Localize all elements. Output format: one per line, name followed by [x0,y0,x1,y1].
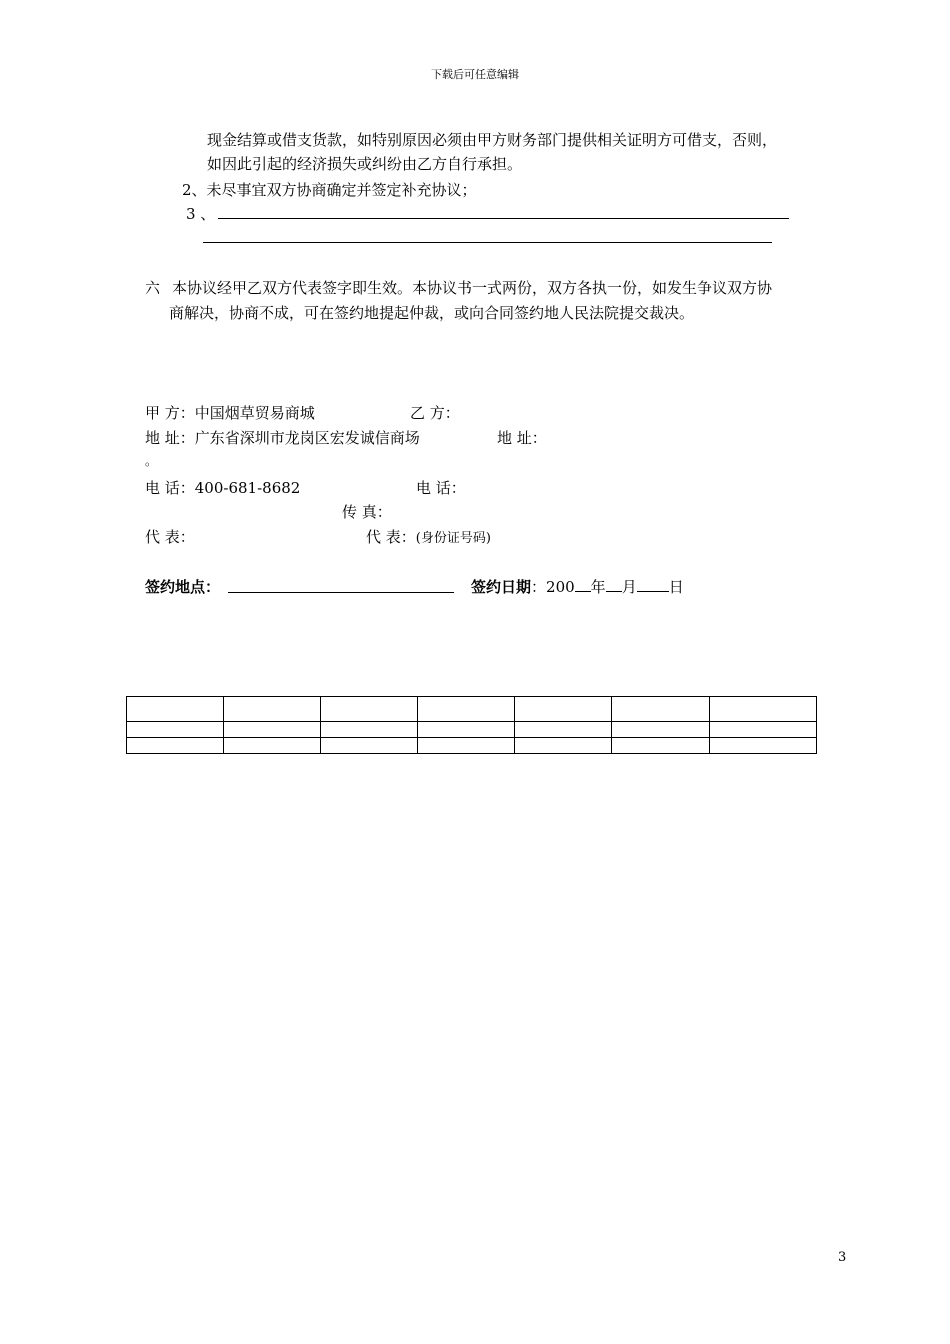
party-a-name: 甲 方：中国烟草贸易商城 [145,404,315,422]
table-cell [418,697,515,722]
signing-place-label: 签约地点： [145,578,221,596]
table-cell [515,738,612,754]
table-cell [321,697,418,722]
party-a-phone: 电 话：400-681-8682 [145,479,301,497]
table-cell [612,697,710,722]
table-cell [224,738,321,754]
table-cell [418,722,515,738]
clause-continuation-line-2: 如因此引起的经济损失或纠纷由乙方自行承担。 [207,155,523,173]
month-blank [606,577,622,592]
clause-six-line-1: 本协议经甲乙双方代表签字即生效。本协议书一式两份，双方各执一份，如发生争议双方协 [172,279,773,297]
party-a-address: 地 址：广东省深圳市龙岗区宏发诚信商场 [145,429,420,447]
page-header: 下载后可任意编辑 [431,68,519,81]
party-b-representative [366,526,491,547]
party-b-name: 乙 方： [410,404,460,422]
table-cell [127,738,224,754]
table-cell [321,738,418,754]
party-a-representative: 代 表： [145,528,195,546]
address-period: 。 [145,454,158,468]
clause-item-3-blank-line [218,218,789,219]
signing-date-label: 签约日期 [471,578,532,596]
clause-item-3-number: 3 、 [186,205,216,223]
clause-continuation-line-1: 现金结算或借支货款，如特别原因必须由甲方财务部门提供相关证明方可借支，否则， [207,131,778,149]
clause-item-2: 2、未尽事宜双方协商确定并签定补充协议； [182,181,477,199]
table-cell [710,738,817,754]
signing-date-year-prefix: 200 [546,578,575,596]
table-cell [224,697,321,722]
table-cell [224,722,321,738]
signing-date [471,576,684,597]
clause-six-number: 六 [145,279,161,297]
signing-date-year: 年 [590,578,606,596]
table-cell [612,722,710,738]
clause-item-3-blank-line-2 [203,242,772,243]
id-number-note: (身份证号码) [415,531,491,546]
fax-label: 传 真： [342,503,392,521]
page-number: 3 [838,1250,847,1265]
party-b-phone: 电 话： [416,479,466,497]
table-cell [612,738,710,754]
table-cell [710,722,817,738]
table-cell [515,722,612,738]
table-cell [710,697,817,722]
party-b-representative-label: 代 表： [366,528,416,546]
table-row [127,722,817,738]
table-cell [418,738,515,754]
signing-date-day: 日 [668,578,684,596]
blank-table [126,696,817,754]
party-b-address: 地 址： [497,429,547,447]
table-cell [515,697,612,722]
table-cell [321,722,418,738]
table-cell [127,697,224,722]
day-blank [637,577,669,592]
table-row [127,738,817,754]
signing-date-colon: ： [531,578,547,596]
year-blank [575,577,591,592]
table-row [127,697,817,722]
clause-six-line-2: 商解决，协商不成，可在签约地提起仲裁，或向合同签约地人民法院提交裁决。 [169,304,695,322]
signing-place-blank-line [228,592,454,593]
table-cell [127,722,224,738]
signing-date-month: 月 [621,578,637,596]
